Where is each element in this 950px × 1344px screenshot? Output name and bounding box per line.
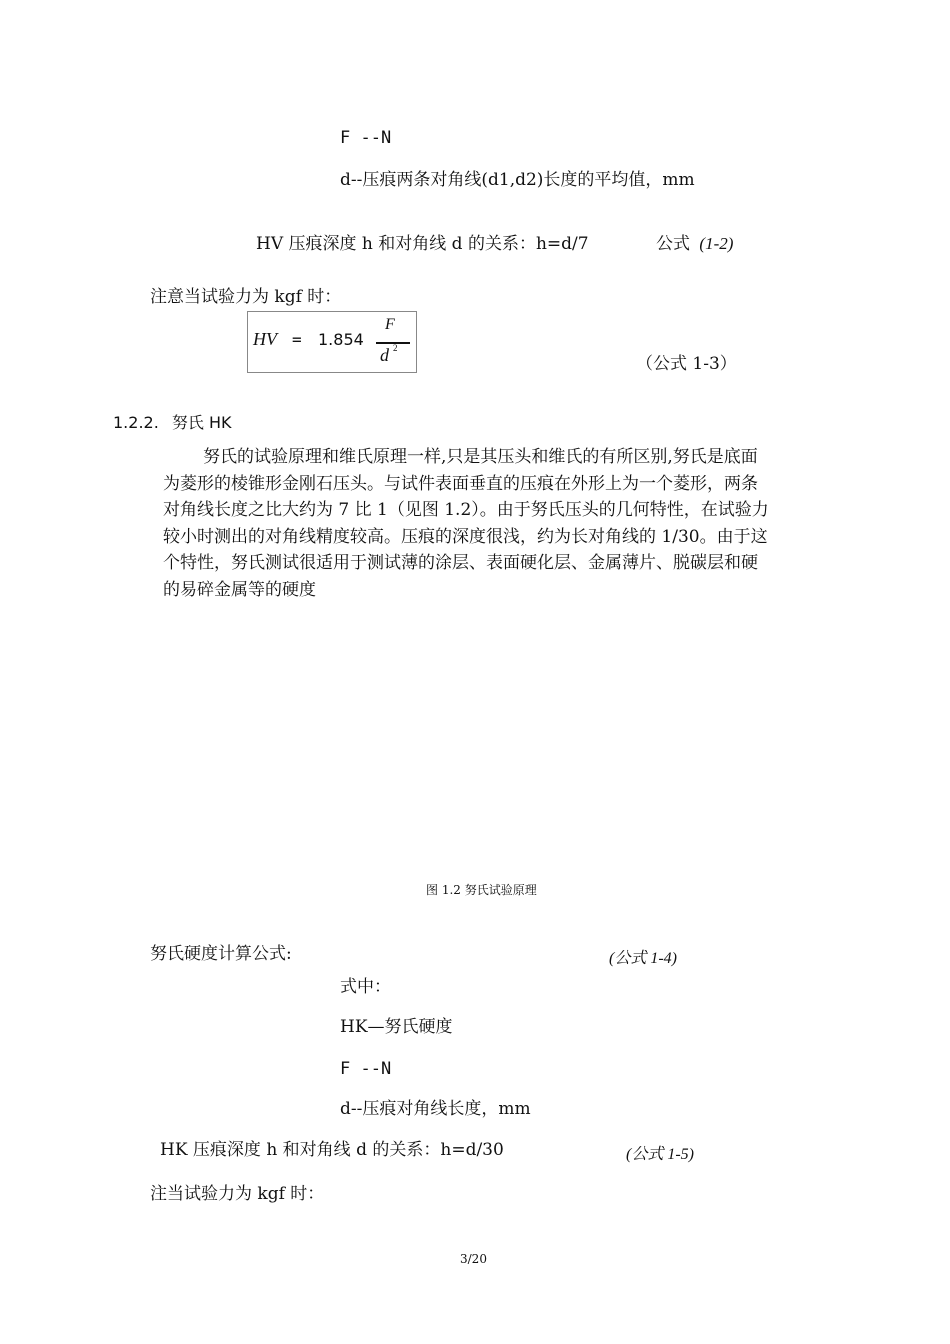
formula-lhs: HV bbox=[253, 329, 277, 349]
hk-formula-text: 努氏硬度计算公式: bbox=[150, 944, 292, 964]
var-f-definition-hk: F --N bbox=[340, 1059, 392, 1079]
paragraph-line: 努氏的试验原理和维氏原理一样,只是其压头和维氏的有所区别,努氏是底面 bbox=[203, 447, 758, 467]
formula-1-2-label bbox=[656, 233, 733, 255]
formula-equals: = bbox=[292, 330, 302, 349]
paragraph-line: 的易碎金属等的硬度 bbox=[163, 579, 316, 600]
formula-denominator: d bbox=[380, 345, 389, 365]
knoop-paragraph bbox=[163, 444, 839, 604]
var-d-definition: d--压痕两条对角线(d1,d2)长度的平均值，mm bbox=[340, 170, 695, 190]
paragraph-line: 个特性，努氏测试很适用于测试薄的涂层、表面硬化层、金属薄片、脱碳层和硬 bbox=[163, 553, 758, 574]
formula-numerator: F bbox=[385, 316, 395, 333]
paragraph-line: 为菱形的棱锥形金刚石压头。与试件表面垂直的压痕在外形上为一个菱形，两条 bbox=[163, 473, 758, 494]
formula-number: (1-2) bbox=[699, 234, 734, 253]
section-title: 努氏 HK bbox=[171, 413, 232, 432]
var-f-definition: F --N bbox=[340, 128, 392, 148]
formula-1-5-label: (公式 1-5) bbox=[626, 1146, 694, 1163]
where-label: 式中： bbox=[340, 977, 391, 997]
page-number: 3/20 bbox=[460, 1252, 487, 1266]
figure-caption: 图 1.2 努氏试验原理 bbox=[426, 883, 537, 897]
section-heading bbox=[113, 412, 232, 434]
section-number: 1.2.2. bbox=[113, 413, 159, 432]
hv-kgf-note: 注意当试验力为 kgf 时： bbox=[150, 287, 342, 307]
paragraph-line: 对角线长度之比大约为 7 比 1（见图 1.2）。由于努氏压头的几何特性，在试验力 bbox=[163, 500, 769, 521]
formula-exponent: 2 bbox=[393, 343, 398, 353]
formula-label-text: 公式 bbox=[656, 234, 690, 254]
hv-formula-image bbox=[247, 311, 417, 373]
formula-1-3-label: （公式 1-3） bbox=[636, 354, 737, 374]
hv-depth-relation: HV 压痕深度 h 和对角线 d 的关系：h=d/7 bbox=[256, 234, 589, 254]
formula-1-4-label: (公式 1-4) bbox=[609, 950, 677, 967]
hk-kgf-note: 注当试验力为 kgf 时： bbox=[150, 1184, 325, 1204]
hk-depth-relation: HK 压痕深度 h 和对角线 d 的关系：h=d/30 bbox=[160, 1140, 504, 1160]
paragraph-line: 较小时测出的对角线精度较高。压痕的深度很浅，约为长对角线的 1/30。由于这 bbox=[163, 526, 768, 547]
var-hk-definition: HK—努氏硬度 bbox=[340, 1017, 453, 1037]
var-d-definition-hk: d--压痕对角线长度，mm bbox=[340, 1099, 531, 1119]
formula-coefficient: 1.854 bbox=[318, 330, 364, 349]
